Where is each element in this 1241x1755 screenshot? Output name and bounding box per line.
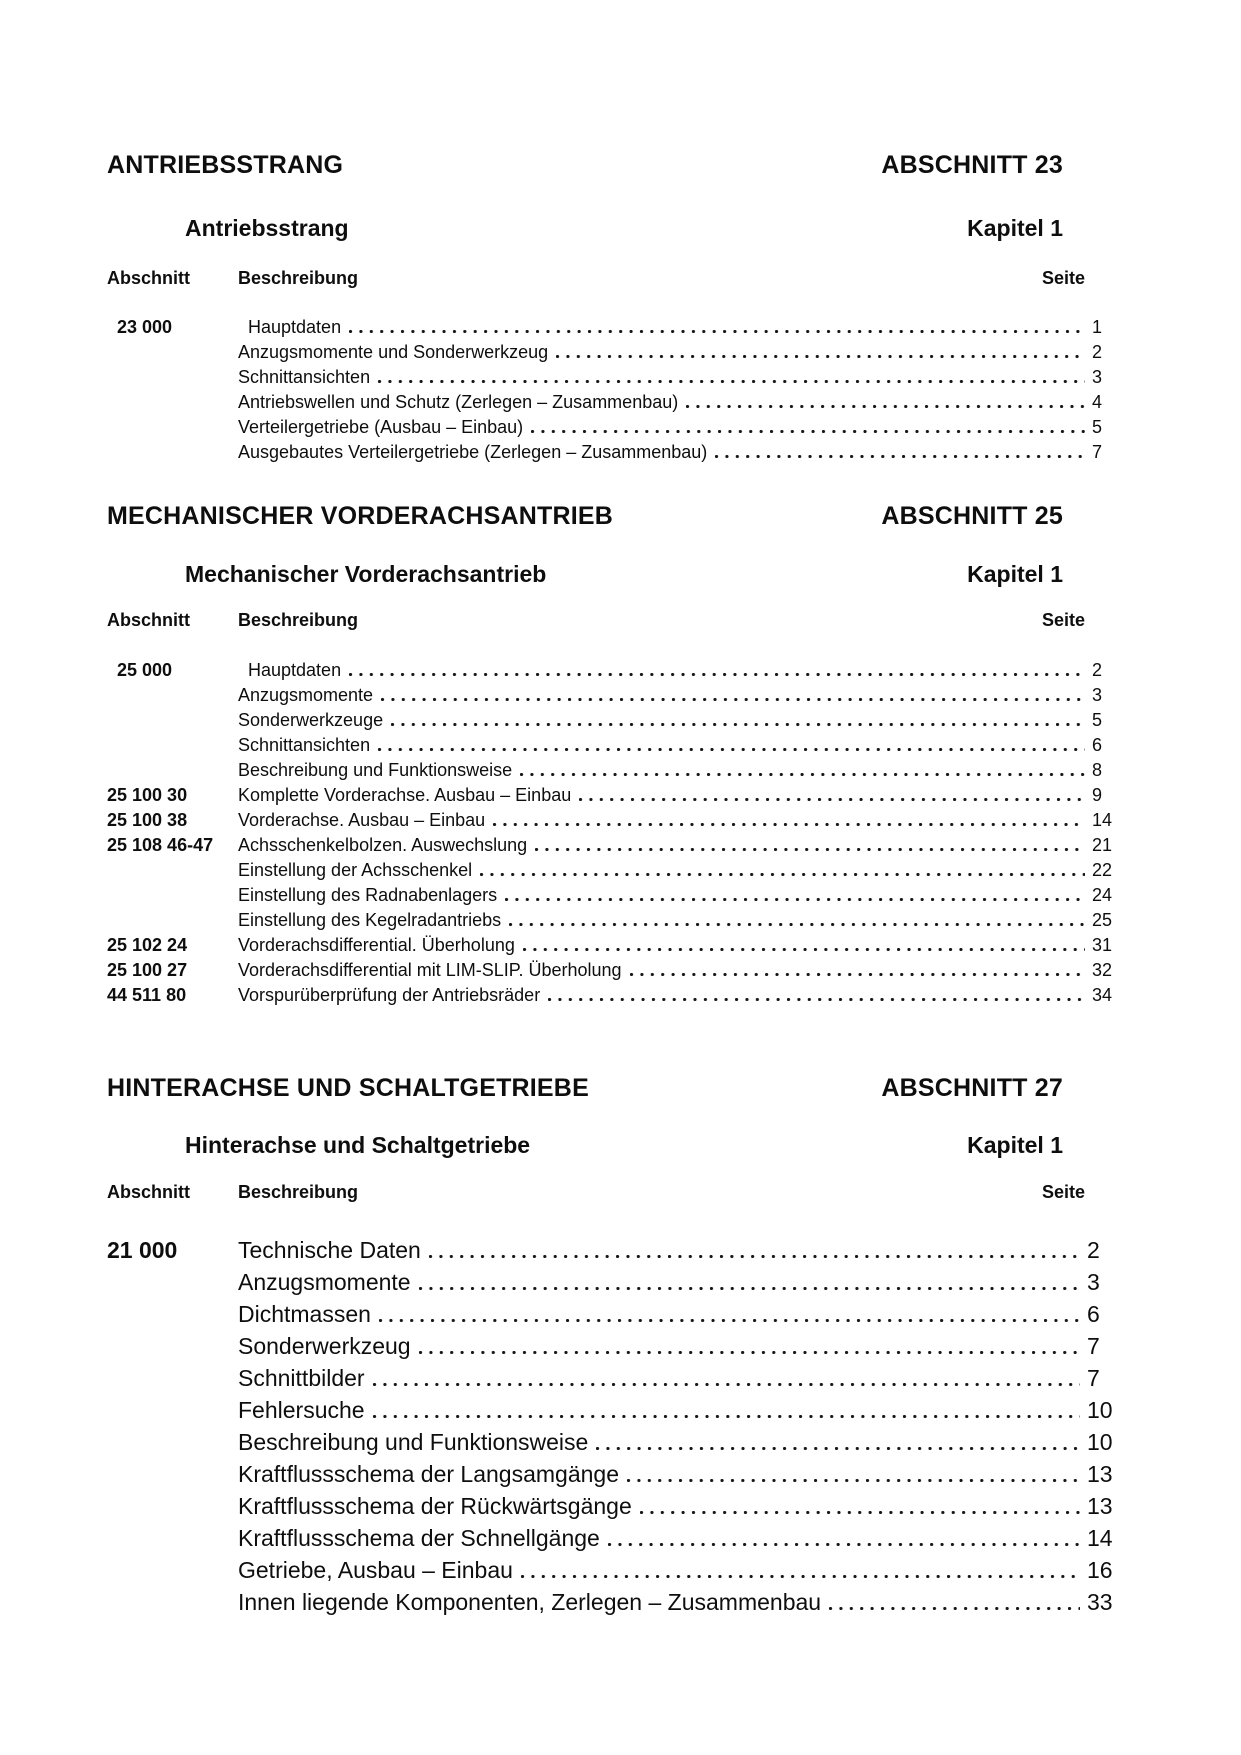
entry-list [107, 315, 1113, 465]
entry-page: 13 [1087, 1493, 1113, 1519]
entry-description: Fehlersuche [238, 1397, 365, 1423]
toc-section-hinterachse [107, 1073, 1113, 1618]
entry-page: 2 [1092, 342, 1103, 362]
section-subtitle-row [107, 560, 1113, 588]
entry-description: Innen liegende Komponenten, Zerlegen – Zusammenbau [238, 1589, 822, 1615]
dotted-leader [381, 698, 1085, 701]
chapter-label: Kapitel 1 [967, 561, 1063, 587]
entry-description: Vorderachsdifferential mit LIM-SLIP. Überholung [238, 960, 622, 980]
toc-row [107, 858, 1113, 883]
entry-page: 2 [1087, 1237, 1100, 1263]
entry-code: 25 100 27 [107, 960, 188, 980]
entry-code: 25 102 24 [107, 935, 188, 955]
dotted-leader [349, 330, 1085, 333]
toc-row [107, 808, 1113, 833]
toc-row [107, 1490, 1113, 1522]
entry-description: Dichtmassen [238, 1301, 371, 1327]
dotted-leader [579, 798, 1085, 801]
entry-page: 5 [1092, 710, 1103, 730]
entry-code: 25 000 [117, 660, 173, 680]
dotted-leader [480, 873, 1085, 876]
column-header-beschreibung: Beschreibung [238, 268, 359, 288]
entry-page: 14 [1087, 1525, 1113, 1551]
entry-page: 3 [1092, 685, 1103, 705]
dotted-leader [419, 1351, 1080, 1354]
column-header-beschreibung: Beschreibung [238, 1182, 359, 1202]
entry-description: Beschreibung und Funktionsweise [238, 1429, 589, 1455]
section-subtitle-row [107, 214, 1113, 242]
toc-row [107, 440, 1113, 465]
dotted-leader [630, 973, 1085, 976]
column-header-row [107, 267, 1113, 289]
toc-row [107, 1394, 1113, 1426]
dotted-leader [608, 1543, 1080, 1546]
toc-row [107, 833, 1113, 858]
dotted-leader [627, 1479, 1080, 1482]
toc-row [107, 908, 1113, 933]
toc-row [107, 783, 1113, 808]
entry-description: Einstellung des Kegelradantriebs [238, 910, 502, 930]
dotted-leader [829, 1607, 1080, 1610]
dotted-leader [373, 1383, 1080, 1386]
entry-page: 10 [1087, 1397, 1113, 1423]
entry-description: Komplette Vorderachse. Ausbau – Einbau [238, 785, 572, 805]
toc-row [107, 958, 1113, 983]
entry-page: 24 [1092, 885, 1113, 905]
entry-description: Hauptdaten [248, 317, 342, 337]
dotted-leader [596, 1447, 1080, 1450]
entry-code: 21 000 [107, 1237, 178, 1263]
entry-list [107, 1234, 1113, 1618]
entry-code: 25 100 38 [107, 810, 188, 830]
section-title-row [107, 1073, 1113, 1103]
entry-page: 6 [1087, 1301, 1100, 1327]
column-header-seite: Seite [1041, 610, 1085, 630]
entry-description: Beschreibung und Funktionsweise [238, 760, 513, 780]
toc-row [107, 658, 1113, 683]
dotted-leader [378, 748, 1085, 751]
entry-page: 6 [1092, 735, 1103, 755]
entry-description: Einstellung des Radnabenlagers [238, 885, 498, 905]
toc-row [107, 1586, 1113, 1618]
entry-description: Sonderwerkzeuge [238, 710, 384, 730]
dotted-leader [535, 848, 1085, 851]
dotted-leader [391, 723, 1085, 726]
chapter-label: Kapitel 1 [967, 215, 1063, 241]
toc-section-antriebsstrang [107, 150, 1113, 465]
entry-page: 21 [1092, 835, 1113, 855]
dotted-leader [715, 455, 1085, 458]
dotted-leader [429, 1255, 1080, 1258]
chapter-label: Kapitel 1 [967, 1132, 1063, 1158]
column-header-beschreibung: Beschreibung [238, 610, 359, 630]
column-header-abschnitt: Abschnitt [107, 268, 190, 288]
entry-page: 5 [1092, 417, 1103, 437]
dotted-leader [640, 1511, 1080, 1514]
dotted-leader [493, 823, 1085, 826]
entry-page: 16 [1087, 1557, 1113, 1583]
entry-page: 7 [1092, 442, 1103, 462]
entry-page: 33 [1087, 1589, 1113, 1615]
dotted-leader [686, 405, 1085, 408]
entry-description: Schnittansichten [238, 735, 371, 755]
toc-row [107, 1458, 1113, 1490]
section-subtitle-row [107, 1131, 1113, 1159]
toc-row [107, 340, 1113, 365]
toc-row [107, 933, 1113, 958]
entry-description: Verteilergetriebe (Ausbau – Einbau) [238, 417, 524, 437]
dotted-leader [419, 1287, 1080, 1290]
toc-row [107, 1234, 1113, 1266]
toc-row [107, 1330, 1113, 1362]
section-subtitle: Mechanischer Vorderachsantrieb [185, 561, 547, 587]
column-header-seite: Seite [1041, 1182, 1085, 1202]
dotted-leader [520, 773, 1085, 776]
column-header-row [107, 609, 1113, 631]
section-title-row [107, 150, 1113, 180]
entry-description: Technische Daten [238, 1237, 421, 1263]
entry-list [107, 658, 1113, 1008]
toc-row [107, 983, 1113, 1008]
entry-code: 25 108 46-47 [107, 835, 214, 855]
entry-description: Antriebswellen und Schutz (Zerlegen – Zusammenbau) [238, 392, 679, 412]
entry-page: 7 [1087, 1365, 1100, 1391]
entry-description: Einstellung der Achsschenkel [238, 860, 473, 880]
column-header-row [107, 1181, 1113, 1203]
section-title-row [107, 501, 1113, 531]
entry-description: Hauptdaten [248, 660, 342, 680]
dotted-leader [509, 923, 1085, 926]
entry-description: Sonderwerkzeug [238, 1333, 411, 1359]
entry-description: Schnittansichten [238, 367, 371, 387]
toc-row [107, 390, 1113, 415]
entry-description: Schnittbilder [238, 1365, 365, 1391]
section-number-label: ABSCHNITT 25 [881, 502, 1063, 530]
dotted-leader [379, 1319, 1080, 1322]
toc-row [107, 1298, 1113, 1330]
entry-page: 34 [1092, 985, 1113, 1005]
section-title: ANTRIEBSSTRANG [107, 151, 344, 179]
dotted-leader [523, 948, 1085, 951]
entry-page: 13 [1087, 1461, 1113, 1487]
toc-row [107, 415, 1113, 440]
entry-code: 25 100 30 [107, 785, 188, 805]
toc-section-vorderachsantrieb [107, 501, 1113, 1008]
entry-description: Getriebe, Ausbau – Einbau [238, 1557, 513, 1583]
entry-page: 14 [1092, 810, 1113, 830]
entry-page: 2 [1092, 660, 1103, 680]
toc-row [107, 758, 1113, 783]
entry-description: Anzugsmomente [238, 685, 374, 705]
entry-code: 23 000 [117, 317, 173, 337]
entry-description: Ausgebautes Verteilergetriebe (Zerlegen – Zusammenbau) [238, 442, 708, 462]
section-subtitle: Hinterachse und Schaltgetriebe [185, 1132, 531, 1158]
entry-description: Kraftflussschema der Rückwärtsgänge [238, 1493, 632, 1519]
toc-row [107, 683, 1113, 708]
section-number-label: ABSCHNITT 27 [881, 1074, 1063, 1102]
toc-row [107, 365, 1113, 390]
entry-page: 1 [1092, 317, 1103, 337]
entry-page: 7 [1087, 1333, 1100, 1359]
entry-description: Anzugsmomente und Sonderwerkzeug [238, 342, 549, 362]
dotted-leader [378, 380, 1085, 383]
entry-page: 10 [1087, 1429, 1113, 1455]
dotted-leader [349, 673, 1085, 676]
section-subtitle: Antriebsstrang [185, 215, 349, 241]
entry-page: 9 [1092, 785, 1103, 805]
entry-description: Vorderachse. Ausbau – Einbau [238, 810, 486, 830]
toc-row [107, 315, 1113, 340]
toc-row [107, 708, 1113, 733]
entry-description: Kraftflussschema der Langsamgänge [238, 1461, 619, 1487]
entry-description: Achsschenkelbolzen. Auswechslung [238, 835, 528, 855]
entry-description: Vorspurüberprüfung der Antriebsräder [238, 985, 541, 1005]
entry-description: Vorderachsdifferential. Überholung [238, 935, 515, 955]
dotted-leader [556, 355, 1085, 358]
entry-description: Kraftflussschema der Schnellgänge [238, 1525, 600, 1551]
entry-description: Anzugsmomente [238, 1269, 411, 1295]
section-title: HINTERACHSE UND SCHALTGETRIEBE [107, 1074, 589, 1102]
dotted-leader [521, 1575, 1080, 1578]
entry-page: 3 [1092, 367, 1103, 387]
toc-row [107, 733, 1113, 758]
dotted-leader [531, 430, 1085, 433]
dotted-leader [548, 998, 1085, 1001]
entry-page: 32 [1092, 960, 1113, 980]
column-header-abschnitt: Abschnitt [107, 1182, 190, 1202]
section-number-label: ABSCHNITT 23 [881, 151, 1063, 179]
column-header-seite: Seite [1041, 268, 1085, 288]
entry-code: 44 511 80 [107, 985, 187, 1005]
toc-row [107, 1554, 1113, 1586]
entry-page: 25 [1092, 910, 1113, 930]
column-header-abschnitt: Abschnitt [107, 610, 190, 630]
dotted-leader [505, 898, 1085, 901]
toc-row [107, 1426, 1113, 1458]
entry-page: 4 [1092, 392, 1103, 412]
toc-row [107, 1522, 1113, 1554]
entry-page: 8 [1092, 760, 1103, 780]
entry-page: 3 [1087, 1269, 1100, 1295]
entry-page: 31 [1092, 935, 1113, 955]
dotted-leader [373, 1415, 1080, 1418]
section-title: MECHANISCHER VORDERACHSANTRIEB [107, 502, 614, 530]
toc-row [107, 883, 1113, 908]
toc-row [107, 1266, 1113, 1298]
toc-row [107, 1362, 1113, 1394]
entry-page: 22 [1092, 860, 1113, 880]
